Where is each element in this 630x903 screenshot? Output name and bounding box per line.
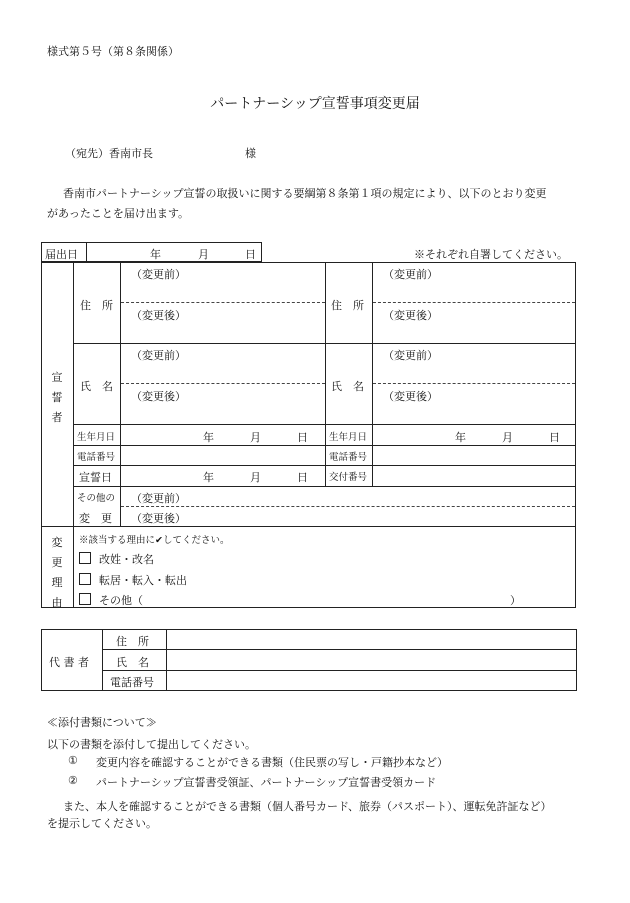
name-label-right: 氏 名 xyxy=(331,380,364,393)
row-line-oath xyxy=(73,486,576,487)
form-number: 様式第５号（第８条関係） xyxy=(47,45,179,58)
filing-date-month: 月 xyxy=(198,248,209,261)
birth-month-right: 月 xyxy=(502,431,513,444)
other-change-label-2: 変 更 xyxy=(79,512,112,525)
address-after-right: （変更後） xyxy=(383,309,438,322)
reason-item-other[interactable] xyxy=(79,592,143,608)
proxy-address-label: 住 所 xyxy=(116,635,149,648)
birth-day-left: 日 xyxy=(297,431,308,444)
filing-date-year: 年 xyxy=(150,248,161,261)
reason-move-text: 転居・転入・転出 xyxy=(99,574,187,587)
proxy-col-1 xyxy=(102,629,103,691)
birth-year-right: 年 xyxy=(455,431,466,444)
oath-month: 月 xyxy=(250,471,261,484)
proxy-phone-label: 電話番号 xyxy=(110,676,154,689)
proxy-name-label: 氏 名 xyxy=(116,656,149,669)
main-table-right xyxy=(575,262,576,608)
signature-note: ※それぞれ自署してください。 xyxy=(414,248,568,261)
name-before-right: （変更前） xyxy=(383,349,438,362)
dash-address-left xyxy=(121,302,325,303)
reason-label: 変更理由 xyxy=(51,536,63,609)
birth-label-right: 生年月日 xyxy=(329,432,368,443)
phone-label-left: 電話番号 xyxy=(77,452,116,463)
filing-date-label: 届出日 xyxy=(45,248,78,261)
reason-item-move[interactable] xyxy=(79,572,187,588)
checkbox-other[interactable] xyxy=(79,593,91,605)
reason-item-rename[interactable] xyxy=(79,551,154,567)
other-change-label-1: その他の xyxy=(77,493,116,504)
attachments-heading: ≪添付書類について≫ xyxy=(47,716,157,729)
oath-date-label: 宣誓日 xyxy=(79,471,112,484)
address-label-left: 住 所 xyxy=(80,299,113,312)
address-after-left: （変更後） xyxy=(131,309,186,322)
filing-date-divider xyxy=(86,242,87,262)
dash-name-right xyxy=(373,383,575,384)
page-title: パートナーシップ宣誓事項変更届 xyxy=(210,96,420,112)
reason-note: ※該当する理由に✔してください。 xyxy=(79,535,230,546)
proxy-col-2 xyxy=(166,629,167,691)
main-table-left xyxy=(41,262,42,608)
name-before-left: （変更前） xyxy=(131,349,186,362)
reason-other-text: その他（ xyxy=(99,594,143,607)
col-line-3 xyxy=(325,262,326,486)
proxy-row-2 xyxy=(102,670,577,671)
row-line-birth xyxy=(73,445,576,446)
birth-label-left: 生年月日 xyxy=(77,432,116,443)
attachment-item1: 変更内容を確認することができる書類（住民票の写し・戸籍抄本など） xyxy=(96,756,448,769)
other-change-before: （変更前） xyxy=(131,492,186,505)
row-line-name xyxy=(73,424,576,425)
checkbox-rename[interactable] xyxy=(79,552,91,564)
checkbox-move[interactable] xyxy=(79,573,91,585)
proxy-row-1 xyxy=(102,649,577,650)
intro-text-line1: 香南市パートナーシップ宣誓の取扱いに関する要綱第８条第１項の規定により、以下のとおり変更 xyxy=(63,187,547,200)
dash-other-change xyxy=(121,506,575,507)
intro-text-line2: があったことを届け出ます。 xyxy=(47,207,190,220)
col-line-4 xyxy=(372,262,373,486)
address-before-left: （変更前） xyxy=(131,268,186,281)
addressee: （宛先）香南市長 xyxy=(65,147,153,160)
address-before-right: （変更前） xyxy=(383,268,438,281)
reason-other-close: ） xyxy=(510,594,521,607)
oath-day: 日 xyxy=(297,471,308,484)
phone-label-right: 電話番号 xyxy=(329,452,368,463)
name-after-left: （変更後） xyxy=(131,390,186,403)
addressee-honorific: 様 xyxy=(245,147,256,160)
id-note-line1: また、本人を確認することができる書類（個人番号カード、旅券（パスポート）、運転免許証など） xyxy=(63,800,552,813)
birth-month-left: 月 xyxy=(250,431,261,444)
reason-rename-text: 改姓・改名 xyxy=(99,553,154,566)
attachment-item2: パートナーシップ宣誓書受領証、パートナーシップ宣誓書受領カード xyxy=(96,776,437,789)
declarant-label: 宣誓者 xyxy=(51,371,63,424)
row-line-address xyxy=(73,343,576,344)
issue-number-label: 交付番号 xyxy=(329,472,368,483)
dash-name-left xyxy=(121,383,325,384)
attachment-item1-number: ① xyxy=(68,754,78,767)
filing-date-day: 日 xyxy=(245,248,256,261)
row-line-other xyxy=(41,526,576,527)
row-line-phone xyxy=(73,465,576,466)
col-line-1 xyxy=(73,262,74,608)
birth-year-left: 年 xyxy=(203,431,214,444)
main-table-top xyxy=(41,262,576,263)
oath-year: 年 xyxy=(203,471,214,484)
name-label-left: 氏 名 xyxy=(80,380,113,393)
birth-day-right: 日 xyxy=(549,431,560,444)
proxy-label: 代 書 者 xyxy=(49,656,89,669)
attachment-item2-number: ② xyxy=(68,774,78,787)
name-after-right: （変更後） xyxy=(383,390,438,403)
attachments-lead: 以下の書類を添付して提出してください。 xyxy=(47,738,256,751)
dash-address-right xyxy=(373,302,575,303)
id-note-line2: を提示してください。 xyxy=(47,817,157,830)
address-label-right: 住 所 xyxy=(331,299,364,312)
other-change-after: （変更後） xyxy=(131,512,186,525)
